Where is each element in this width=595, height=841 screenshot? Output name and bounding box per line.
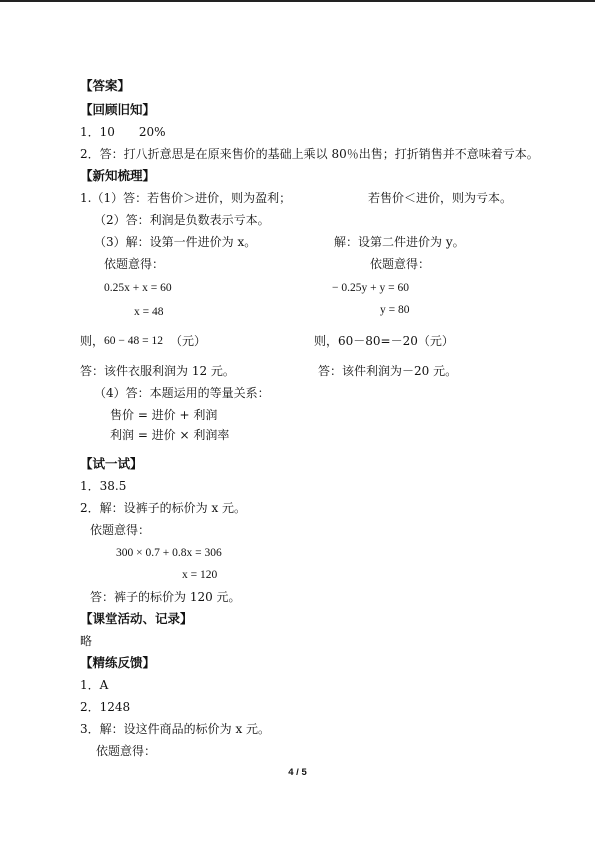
new-line-1a: 1.（1）答：若售价＞进价，则为盈利； [80,191,292,205]
page-number: 4 / 5 [288,767,307,778]
equation-b1: − 0.25y + y = 60 [332,282,409,294]
given-b: 依题意得： [370,257,431,271]
try-equation-1: 300 × 0.7 + 0.8x = 306 [116,547,222,559]
classroom-text: 略 [80,634,93,648]
equation-a2: x = 48 [134,306,164,318]
equation-b2: y = 80 [380,304,410,316]
heading-answer: 【答案】 [80,78,131,93]
practice-given: 依题意得： [96,744,157,758]
then-a-unit: （元） [170,334,207,348]
answer-b: 答：该件利润为－20 元。 [318,364,458,378]
practice-line-3: 3．解：设这件商品的标价为 x 元。 [80,722,271,736]
heading-classroom: 【课堂活动、记录】 [80,611,193,626]
relation-1: 售价 = 进价 + 利润 [110,408,218,422]
top-border [0,0,595,2]
heading-practice: 【精练反馈】 [80,655,156,670]
try-equation-2: x = 120 [182,569,218,581]
then-a-prefix: 则， [80,334,105,348]
new-line-3b: 解：设第二件进价为 y。 [334,235,465,249]
practice-line-2: 2．1248 [80,700,131,714]
new-line-2: （2）答：利润是负数表示亏本。 [94,213,270,227]
equation-a1: 0.25x + x = 60 [104,282,172,294]
review-line-1: 1．10 20% [80,125,166,139]
new-line-3a: （3）解：设第一件进价为 x。 [94,235,257,249]
heading-new-knowledge: 【新知梳理】 [80,168,156,183]
heading-review: 【回顾旧知】 [80,102,156,117]
then-a-equation: 60 − 48 = 12 [104,335,163,347]
heading-try: 【试一试】 [80,456,143,471]
try-line-2: 2．解：设裤子的标价为 x 元。 [80,501,247,515]
new-line-4: （4）答：本题运用的等量关系： [94,386,270,400]
relation-2: 利润 = 进价 × 利润率 [110,428,230,442]
try-answer: 答：裤子的标价为 120 元。 [90,590,241,604]
new-line-1b: 若售价＜进价，则为亏本。 [368,191,513,205]
try-line-1: 1．38.5 [80,479,127,493]
then-b: 则，60－80=－20（元） [314,334,454,348]
answer-a: 答：该件衣服利润为 12 元。 [80,364,235,378]
practice-line-1: 1．A [80,678,109,692]
given-a: 依题意得： [104,257,165,271]
try-given: 依题意得： [90,523,151,537]
review-line-2: 2．答：打八折意思是在原来售价的基础上乘以 80％出售；打折销售并不意味着亏本。 [80,147,539,161]
